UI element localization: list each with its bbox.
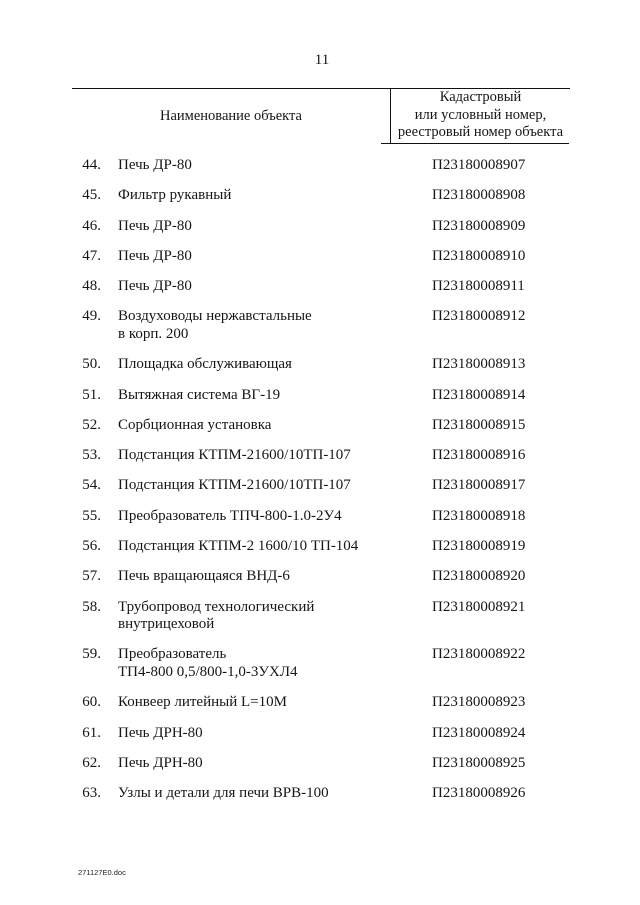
row-number: 49. — [82, 308, 101, 325]
registry-number: П23180008923 — [432, 694, 526, 711]
row-number: 60. — [82, 694, 101, 711]
row-number: 45. — [82, 187, 101, 204]
row-number: 54. — [82, 477, 101, 494]
registry-number: П23180008914 — [432, 386, 526, 403]
object-name-line: Сорбционная установка — [118, 416, 272, 433]
registry-number: П23180008907 — [432, 157, 526, 173]
object-name — [118, 248, 418, 266]
object-name — [118, 508, 418, 526]
registry-number: П23180008910 — [432, 247, 526, 264]
footer-filename: 271127E0.doc — [78, 868, 126, 877]
table-row — [0, 694, 640, 712]
header-object-name — [72, 89, 390, 144]
registry-number: П23180008920 — [432, 568, 526, 585]
object-name-line: Преобразователь ТПЧ-800-1.0-2У4 — [118, 507, 342, 524]
row-number: 63. — [82, 785, 101, 802]
row-number: 44. — [82, 157, 101, 173]
object-name-line: Вытяжная система ВГ-19 — [118, 386, 281, 403]
registry-number: П23180008926 — [432, 785, 526, 802]
registry-number: П23180008912 — [432, 308, 526, 325]
object-name — [118, 725, 418, 743]
table-row — [0, 599, 640, 634]
object-name-line: Печь ДРН-80 — [118, 724, 203, 741]
object-name-line: Узлы и детали для печи ВРВ-100 — [118, 785, 329, 802]
object-name — [118, 646, 418, 681]
table-row — [0, 187, 640, 205]
row-number: 48. — [82, 278, 101, 295]
row-number: 62. — [82, 754, 101, 771]
row-number: 59. — [82, 646, 101, 663]
object-name-line: Трубопровод технологический — [118, 598, 315, 615]
table-row — [0, 755, 640, 773]
registry-number: П23180008922 — [432, 646, 526, 663]
row-number: 46. — [82, 217, 101, 234]
table-row — [0, 538, 640, 556]
object-name — [118, 387, 418, 405]
header-registry-number-line: реестровый номер объекта — [397, 124, 564, 140]
registry-number: П23180008909 — [432, 217, 526, 234]
header-bottom-rule — [381, 143, 569, 144]
object-name-line: Площадка обслуживающая — [118, 356, 292, 373]
table-row — [0, 278, 640, 296]
registry-number: П23180008921 — [432, 598, 526, 615]
object-name — [118, 477, 418, 495]
table-row — [0, 568, 640, 586]
object-name — [118, 755, 418, 773]
object-name-line: Фильтр рукавный — [118, 187, 232, 204]
registry-number: П23180008916 — [432, 447, 526, 464]
row-number: 47. — [82, 247, 101, 264]
object-name — [118, 785, 418, 803]
table-header — [72, 88, 570, 144]
object-name — [118, 568, 418, 586]
object-name-line: Печь ДР-80 — [118, 247, 192, 264]
object-name-line: Конвеер литейный L=10M — [118, 694, 287, 711]
object-name — [118, 278, 418, 296]
table-row — [0, 785, 640, 803]
object-name — [118, 356, 418, 374]
table-row — [0, 725, 640, 743]
table-row — [0, 157, 640, 175]
row-number: 50. — [82, 356, 101, 373]
header-registry-number-line: Кадастровый — [439, 89, 522, 105]
object-name-line: Подстанция КТПМ-2 1600/10 ТП-104 — [118, 538, 359, 555]
object-name-line: Преобразователь — [118, 646, 227, 663]
object-name — [118, 417, 418, 435]
row-number: 61. — [82, 724, 101, 741]
registry-number: П23180008918 — [432, 507, 526, 524]
object-name — [118, 694, 418, 712]
registry-number: П23180008917 — [432, 477, 526, 494]
row-number: 58. — [82, 598, 101, 615]
object-name-line: в корп. 200 — [118, 325, 189, 342]
row-number: 51. — [82, 386, 101, 403]
object-name-line: ТП4-800 0,5/800-1,0-3УХЛ4 — [118, 663, 298, 680]
object-name — [118, 187, 418, 205]
object-name-line: Печь вращающаяся ВНД-6 — [118, 568, 290, 585]
registry-number: П23180008925 — [432, 754, 526, 771]
registry-number: П23180008913 — [432, 356, 526, 373]
header-registry-number — [391, 89, 570, 142]
table-row — [0, 508, 640, 526]
registry-number: П23180008915 — [432, 416, 526, 433]
object-name-line: Печь ДР-80 — [118, 157, 192, 173]
object-name-line: внутрицеховой — [118, 616, 215, 633]
table-row — [0, 477, 640, 495]
registry-number: П23180008911 — [432, 278, 525, 295]
table-row — [0, 447, 640, 465]
object-name-line: Печь ДР-80 — [118, 217, 192, 234]
table-row — [0, 308, 640, 343]
header-registry-number-line: или условный номер, — [414, 106, 547, 123]
table-row — [0, 646, 640, 681]
row-number: 57. — [82, 568, 101, 585]
registry-number: П23180008924 — [432, 724, 526, 741]
object-name-line: Воздуховоды нержавстальные — [118, 308, 312, 325]
object-name — [118, 447, 418, 465]
row-number: 56. — [82, 538, 101, 555]
object-name-line: Печь ДР-80 — [118, 278, 192, 295]
table-row — [0, 356, 640, 374]
header-object-name-label: Наименование объекта — [160, 107, 302, 124]
registry-number: П23180008919 — [432, 538, 526, 555]
object-name — [118, 157, 418, 175]
object-name — [118, 538, 418, 556]
registry-number: П23180008908 — [432, 187, 526, 204]
row-number: 52. — [82, 416, 101, 433]
object-name-line: Подстанция КТПМ-21600/10ТП-107 — [118, 447, 351, 464]
object-name — [118, 599, 418, 634]
object-name-line: Подстанция КТПМ-21600/10ТП-107 — [118, 477, 351, 494]
object-name — [118, 308, 418, 343]
table-body — [0, 157, 640, 815]
table-row — [0, 387, 640, 405]
page-number: 11 — [314, 52, 330, 68]
table-row — [0, 248, 640, 266]
table-row — [0, 417, 640, 435]
row-number: 55. — [82, 507, 101, 524]
row-number: 53. — [82, 447, 101, 464]
object-name-line: Печь ДРН-80 — [118, 754, 203, 771]
table-row — [0, 218, 640, 236]
object-name — [118, 218, 418, 236]
